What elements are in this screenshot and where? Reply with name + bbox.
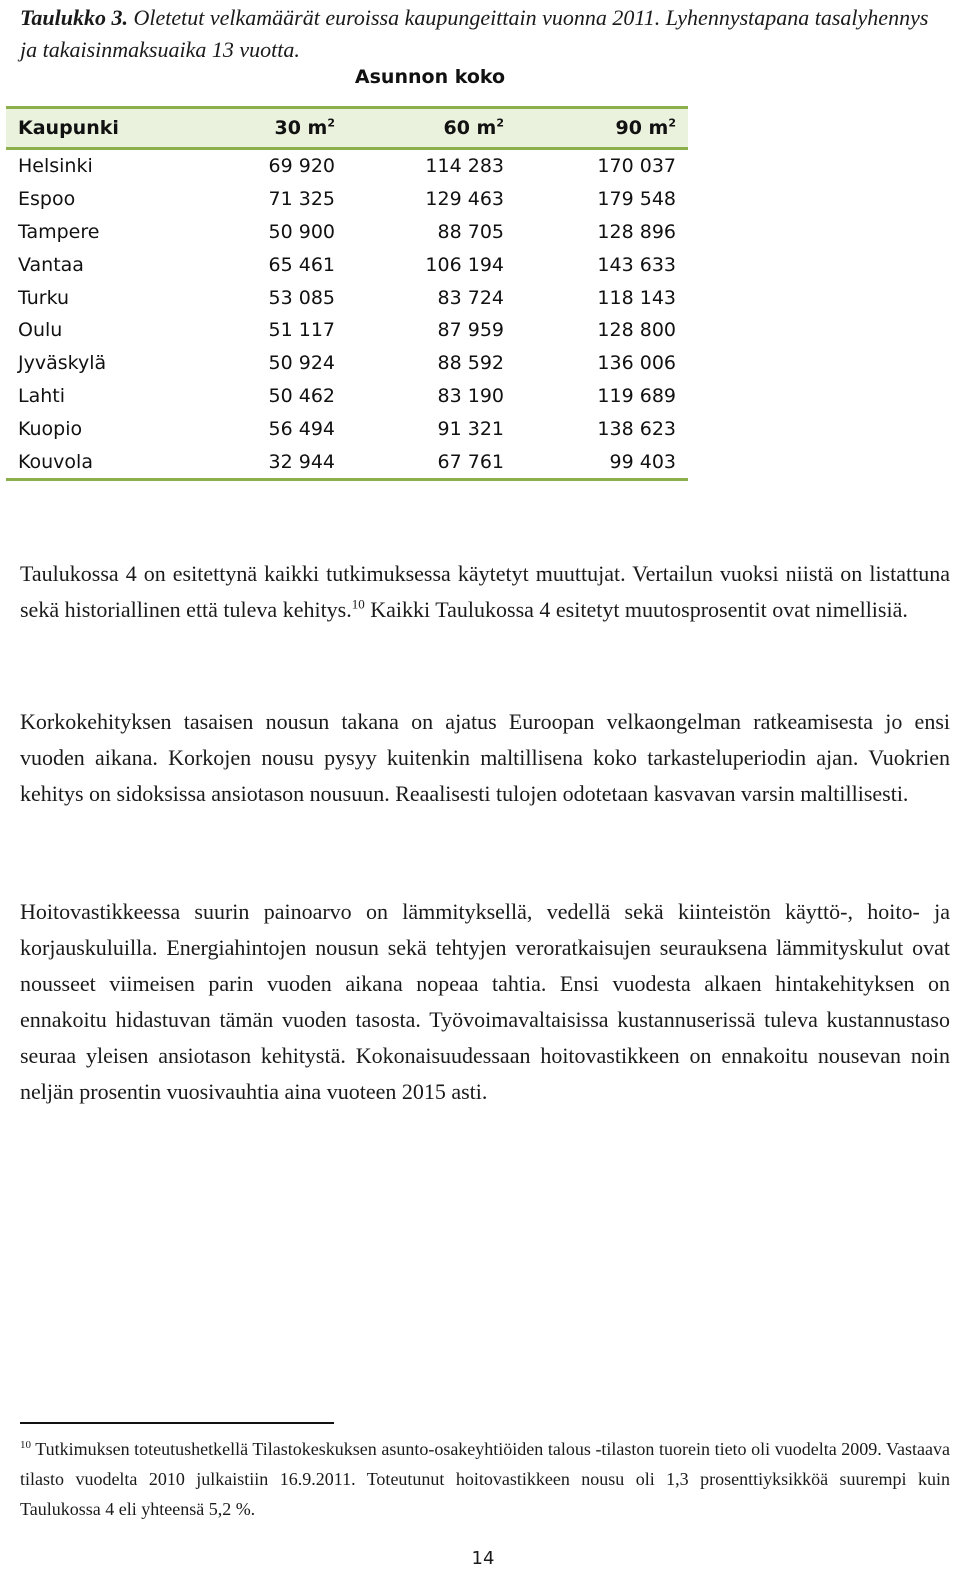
paragraph-variables [20,556,950,628]
table-caption-text: Oletetut velkamäärät euroissa kaupungeittain vuonna 2011. Lyhennystapana tasalyhennys ja takaisinmaksuaika 13 vuotta. [20,5,929,62]
footnote-divider [20,1422,334,1424]
value-cell: 83 724 [437,286,504,309]
value-cell: 91 321 [437,417,504,440]
value-cell: 106 194 [425,253,504,276]
value-cell: 87 959 [437,319,504,342]
value-cell: 50 924 [268,352,335,375]
value-cell: 65 461 [268,253,335,276]
city-cell: Jyväskylä [18,352,107,375]
table-caption [20,2,950,66]
value-cell: 143 633 [597,253,676,276]
value-cell: 51 117 [268,319,335,342]
footnote-text: Tutkimuksen toteutushetkellä Tilastokeskuksen asunto-osakeyhtiöiden talous -tilaston tuorein tieto oli vuodelta 2009. Vastaava tilasto vuodelta 2010 julkaistiin 16.9.2011. Toteutunut hoitovastikkeen nousu oli 1,3 prosenttiyksikköä suurempi kuin Taulukossa 4 eli yhteensä 5,2 %. [20,1439,950,1519]
value-cell: 88 705 [437,220,504,243]
table-row [6,347,688,380]
city-cell: Vantaa [18,253,84,276]
value-cell: 53 085 [268,286,335,309]
table-row [6,445,688,479]
table-row [6,248,688,281]
table-group-header: Asunnon koko [354,66,506,88]
city-cell: Espoo [18,188,76,211]
column-header-60m2: 60 $m^2$ [347,108,516,149]
paragraph-interest-rates: Korkokehityksen tasaisen nousun takana on ajatus Euroopan velkaongelman ratkeamisesta jo ensi vuoden aikana. Korkojen nousu pysyy kuitenkin maltillisena koko tarkasteluperiodin ajan. Vuokrien kehitys on sidoksissa ansiotason nousuun. Reaalisesti tulojen odotetaan kasvavan varsin maltillisesti. [20,709,950,806]
value-cell: 114 283 [425,155,504,178]
table-caption-label: Taulukko 3. [20,5,129,30]
value-cell: 69 920 [268,155,335,178]
table-row [6,149,688,183]
column-header-city: Kaupunki [6,108,163,149]
paragraph-text: Kaikki Taulukossa 4 esitetyt muutosprosentit ovat nimellisiä. [364,597,908,622]
value-cell: 128 896 [597,220,676,243]
city-cell: Kuopio [18,417,83,440]
footnote-reference: 10 [351,596,365,612]
city-cell: Tampere [18,220,100,243]
footnote-number: 10 [20,1439,31,1451]
paragraph-text: Taulukossa 4 on esitettynä kaikki tutkimuksessa käytetyt muuttujat. Vertailun vuoksi niistä on listattuna sekä historiallinen että tuleva kehitys. [20,561,950,622]
value-cell: 32 944 [163,445,347,479]
table-row [6,380,688,413]
footnote [20,1434,950,1524]
debt-table [6,106,688,481]
table-row [6,281,688,314]
city-cell: Turku [18,286,70,309]
value-cell: 128 800 [597,319,676,342]
table-row [6,412,688,445]
table-row [6,314,688,347]
value-cell: 50 900 [268,220,335,243]
value-cell: 179 548 [597,188,676,211]
value-cell: 67 761 [347,445,516,479]
city-cell: Helsinki [18,155,93,178]
value-cell: 99 403 [516,445,688,479]
value-cell: 56 494 [268,417,335,440]
table-row [6,183,688,216]
city-cell: Kouvola [6,445,163,479]
value-cell: 83 190 [437,384,504,407]
paragraph-maintenance-charge: Hoitovastikkeessa suurin painoarvo on lämmityksellä, vedellä sekä kiinteistön käyttö-, hoito- ja korjauskuluilla. Energiahintojen nousun sekä tehtyjen veroratkaisujen seurauksena lämmityskulut ovat nousseet viimeisen parin vuoden aikana nopeaa tahtia. Ensi vuodesta alkaen hintakehityksen on ennakoitu hidastuvan tämän vuoden tasosta. Työvoimavaltaisissa kustannuserissä tuleva kustannustaso seuraa yleisen ansiotason kehitystä. Kokonaisuudessaan hoitovastikkeen on ennakoitu nousevan noin neljän prosentin vuosivauhtia aina vuoteen 2015 asti. [20,899,950,1104]
value-cell: 129 463 [425,188,504,211]
value-cell: 119 689 [597,384,676,407]
city-cell: Oulu [18,319,63,342]
value-cell: 88 592 [437,352,504,375]
table-row [6,216,688,249]
value-cell: 71 325 [268,188,335,211]
column-header-90m2: 90 $m^2$ [516,108,688,149]
column-header-30m2: 30 $m^2$ [163,108,347,149]
table-header-row [6,108,688,149]
city-cell: Lahti [18,384,65,407]
page-number: 14 [471,1548,495,1569]
value-cell: 118 143 [597,286,676,309]
value-cell: 138 623 [597,417,676,440]
value-cell: 50 462 [268,384,335,407]
value-cell: 170 037 [597,155,676,178]
value-cell: 136 006 [597,352,676,375]
